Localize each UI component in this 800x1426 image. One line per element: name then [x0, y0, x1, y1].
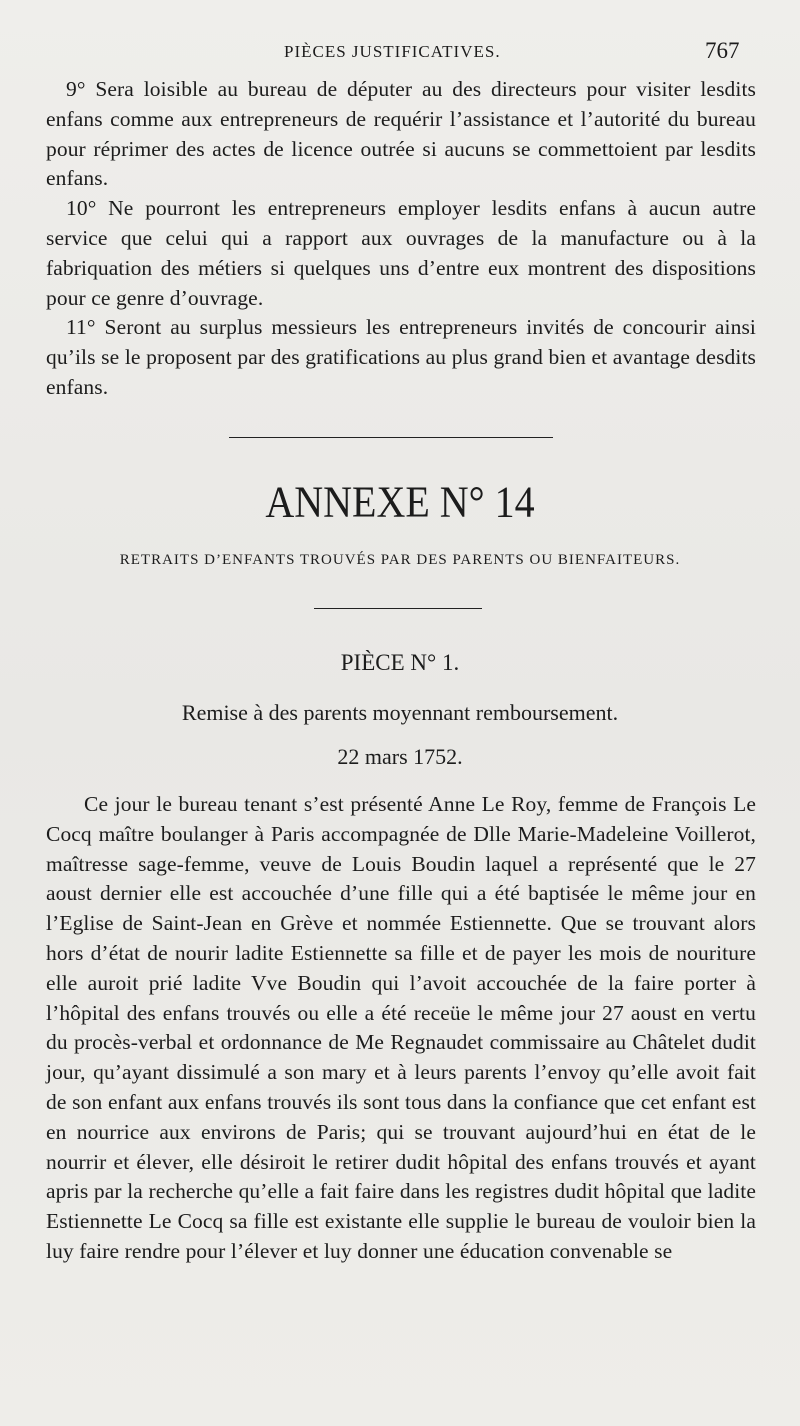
divider-rule-bottom	[314, 608, 482, 609]
annex-subtitle: RETRAITS D’ENFANTS TROUVÉS PAR DES PARENTS OU BIENFAITEURS.	[119, 552, 681, 568]
divider-rule-top	[229, 437, 553, 438]
article-11: 11° Seront au surplus messieurs les entrepreneurs invités de concourir ainsi qu’ils se le proposent par des gratifications au plus grand bien et avantage desdits enfans.	[46, 315, 756, 399]
piece-subtitle: Remise à des parents moyennant remboursement.	[181, 700, 619, 725]
body-paragraph: Ce jour le bureau tenant s’est présenté Anne Le Roy, femme de François Le Cocq maître boulanger à Paris accompagnée de Dlle Marie-Madeleine Voillerot, maîtresse sage-femme, veuve de Louis Boudin laquel a représenté que le 27 aoust dernier elle est accouchée d’une fille qui a été baptisée le même jour en l’Eglise de Saint-Jean en Grève et nommée Estiennette. Que se trouvant alors hors d’état de nourir ladite Estiennette sa fille et de payer les mois de nouriture elle auroit prié ladite Vve Boudin qui l’avoit accouchée de la faire porter à l’hôpital des enfans trouvés ou elle a été receüe le même jour 27 aoust en vertu du procès-verbal et ordonnance de Me Regnaudet commissaire au Châtelet dudit jour, qu’ayant dissimulé a son mary et à leurs parents l’envoy qu’elle avoit fait de son enfant aux enfans trouvés ils sont tous dans la confiance que cet enfant est en nourrice aux environs de Paris; qui se trouvant aujourd’hui en état de le nourrir et élever, elle désiroit le retirer dudit hôpital des enfans trouvés et ayant apris par la recherche qu’elle a fait faire dans les registres dudit hôpital que ladite Estiennette Le Cocq sa fille est existante elle supplie le bureau de vouloir bien la luy faire rendre pour l’élever et luy donner une éducation convenable se	[46, 792, 756, 1263]
piece-title: PIÈCE N° 1.	[340, 650, 460, 675]
piece-date: 22 mars 1752.	[337, 744, 463, 769]
body-block	[46, 790, 756, 1267]
article-9: 9° Sera loisible au bureau de députer au des directeurs pour visiter lesdits enfans comme aux entrepreneurs de requérir l’assistance et l’autorité du bureau pour réprimer des actes de licence outrée si aucuns se commettoient par lesdits enfans.	[46, 77, 756, 191]
articles-block	[46, 75, 756, 403]
running-title: PIÈCES JUSTIFICATIVES.	[284, 42, 501, 61]
annex-title: ANNEXE N° 14	[265, 476, 535, 527]
article-10: 10° Ne pourront les entrepreneurs employer lesdits enfans à aucun autre service que celui qui a rapport aux ouvrages de la manufacture ou à la fabriquation des métiers si quelques uns d’entre eux montrent des dispositions pour ce genre d’ouvrage.	[46, 196, 756, 310]
running-head	[0, 38, 800, 64]
page-number: 767	[705, 38, 740, 63]
